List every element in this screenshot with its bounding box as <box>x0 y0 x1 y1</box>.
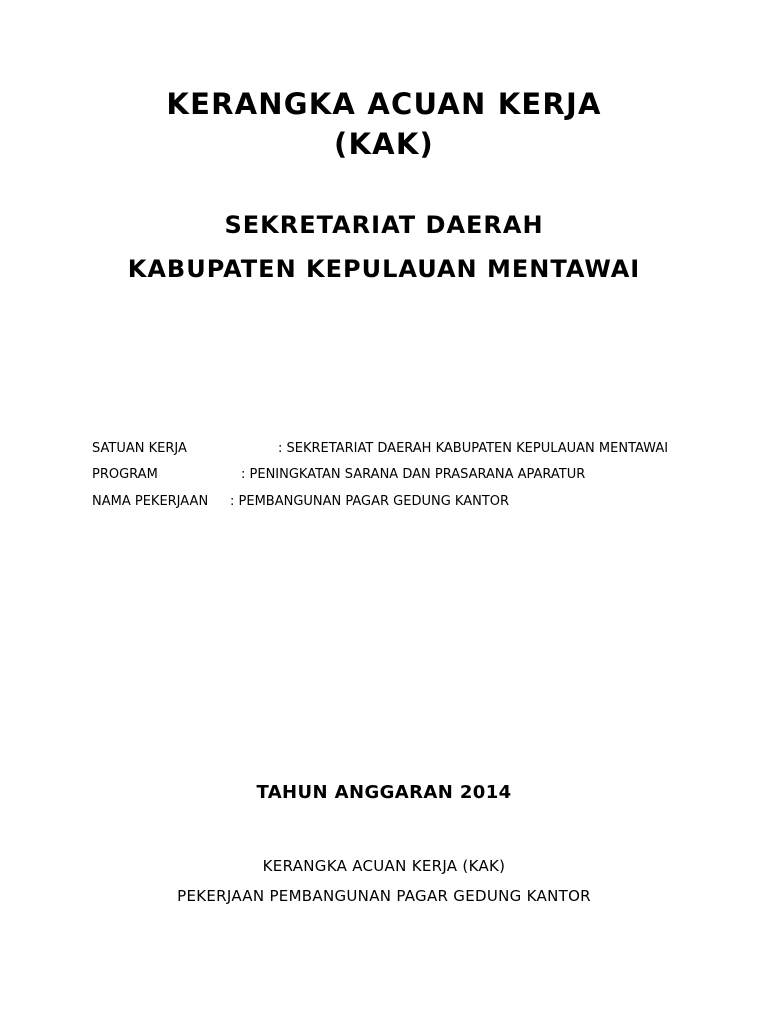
info-value: : SEKRETARIAT DAERAH KABUPATEN KEPULAUAN MENTAWAI <box>278 441 669 456</box>
info-value: : PENINGKATAN SARANA DAN PRASARANA APARATUR <box>241 467 586 482</box>
footer-line-1: KERANGKA ACUAN KERJA (KAK) <box>262 857 506 875</box>
info-value: : PEMBANGUNAN PAGAR GEDUNG KANTOR <box>230 494 510 509</box>
info-label: SATUAN KERJA <box>92 441 187 456</box>
info-label: NAMA PEKERJAAN <box>92 494 209 509</box>
footer-line-2: PEKERJAAN PEMBANGUNAN PAGAR GEDUNG KANTOR <box>177 887 591 905</box>
document-title-line-1: KERANGKA ACUAN KERJA <box>166 87 602 121</box>
fiscal-year: TAHUN ANGGARAN 2014 <box>256 782 512 803</box>
document-subtitle-line-2: KABUPATEN KEPULAUAN MENTAWAI <box>127 255 641 283</box>
document-subtitle-line-1: SEKRETARIAT DAERAH <box>224 211 544 239</box>
info-label: PROGRAM <box>92 467 158 482</box>
document-title-line-2: (KAK) <box>334 127 434 161</box>
